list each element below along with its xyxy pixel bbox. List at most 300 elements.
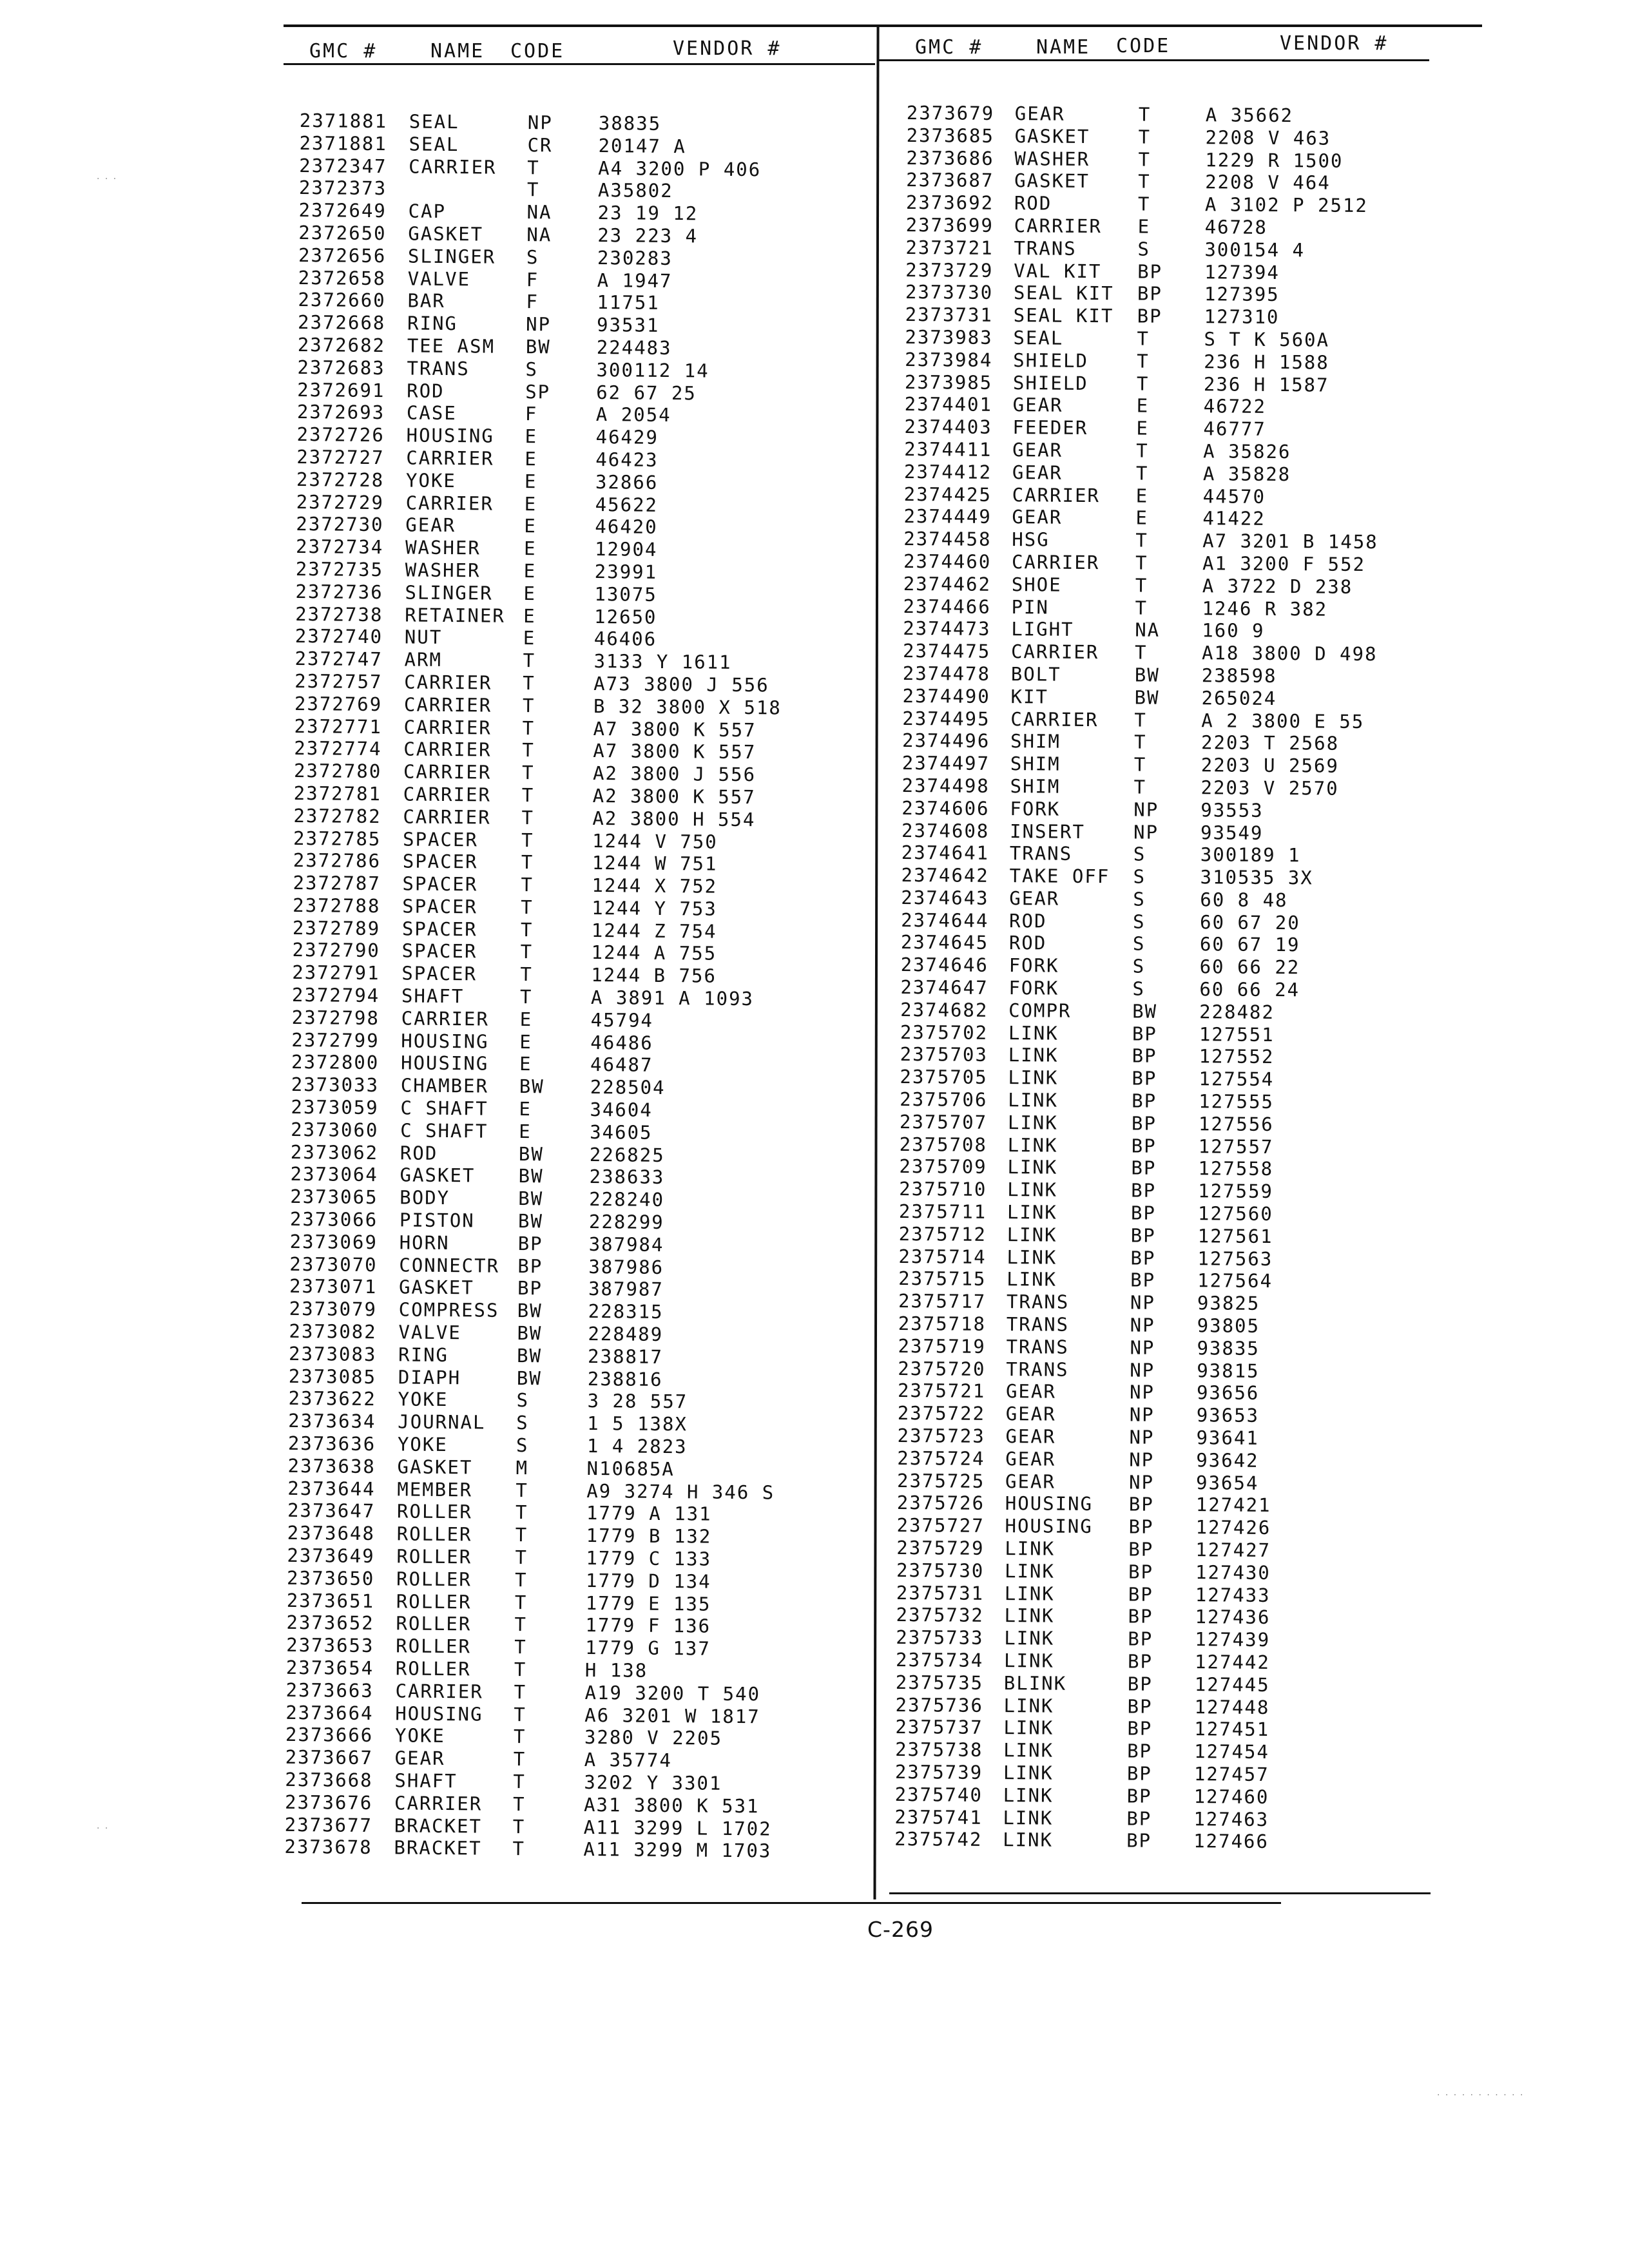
vendor-code: S xyxy=(516,1412,529,1434)
gmc-number: 2372787 xyxy=(293,872,381,895)
gmc-number: 2373634 xyxy=(288,1410,376,1433)
gmc-number: 2372735 xyxy=(295,557,384,581)
part-name: CARRIER xyxy=(1010,640,1099,664)
table-row xyxy=(903,595,1434,622)
part-name: CONNECTR xyxy=(399,1254,500,1277)
part-name: LINK xyxy=(1008,1066,1059,1089)
gmc-number: 2372734 xyxy=(295,535,384,559)
gmc-number: 2374496 xyxy=(901,729,990,753)
vendor-number: 127554 xyxy=(1199,1068,1275,1091)
vendor-code: T xyxy=(1133,731,1147,753)
table-row xyxy=(897,1447,1428,1474)
gmc-number: 2372791 xyxy=(292,961,380,985)
vendor-code: M xyxy=(516,1456,529,1479)
vendor-code: T xyxy=(1133,753,1147,776)
table-row xyxy=(899,1200,1430,1227)
gmc-number: 2375715 xyxy=(898,1267,987,1291)
part-name: YOKE xyxy=(405,469,456,492)
gmc-number: 2373654 xyxy=(285,1656,374,1680)
vendor-number: 127457 xyxy=(1193,1763,1269,1785)
table-row xyxy=(897,1470,1428,1496)
gmc-number: 2373651 xyxy=(286,1589,375,1612)
part-name: LINK xyxy=(1004,1559,1055,1582)
gmc-number: 2372693 xyxy=(296,401,385,424)
vendor-number: 46728 xyxy=(1204,216,1268,238)
gmc-number: 2374643 xyxy=(901,886,989,909)
part-name: SEAL KIT xyxy=(1013,304,1114,327)
vendor-code: T xyxy=(523,671,535,695)
vendor-number: 127436 xyxy=(1195,1606,1271,1629)
part-name: SHOE xyxy=(1011,573,1062,596)
vendor-number: 60 67 20 xyxy=(1200,910,1300,934)
gmc-number: 2373983 xyxy=(905,325,993,349)
vendor-number: 127451 xyxy=(1194,1718,1270,1741)
vendor-number: 38835 xyxy=(598,112,662,135)
vendor-code: E xyxy=(1135,485,1149,507)
vendor-code: T xyxy=(515,1501,528,1524)
table-row xyxy=(896,1559,1427,1586)
vendor-number: 13075 xyxy=(594,582,657,606)
part-name: YOKE xyxy=(397,1433,448,1456)
vendor-number: 127421 xyxy=(1195,1494,1271,1517)
vendor-number: 230283 xyxy=(597,246,673,269)
table-row xyxy=(898,1245,1429,1272)
vendor-code: T xyxy=(1134,641,1148,664)
vendor-code: T xyxy=(1135,597,1148,619)
vendor-code: T xyxy=(521,874,534,896)
vendor-number: 127433 xyxy=(1195,1583,1271,1606)
vendor-code: T xyxy=(513,1748,526,1771)
vendor-code: BP xyxy=(1128,1515,1154,1538)
table-row xyxy=(901,797,1432,823)
gmc-number: 2373064 xyxy=(290,1163,378,1186)
part-name: CARRIER xyxy=(406,447,494,470)
table-row xyxy=(898,1358,1429,1384)
part-name: BODY xyxy=(400,1186,450,1209)
vendor-number: 2203 V 2570 xyxy=(1200,776,1339,800)
vendor-number: 1244 V 750 xyxy=(592,829,718,853)
gmc-number: 2374644 xyxy=(901,908,989,932)
vendor-code: BW xyxy=(519,1075,545,1098)
table-row xyxy=(899,1223,1430,1249)
vendor-number: 1779 C 133 xyxy=(586,1546,712,1570)
part-name: WASHER xyxy=(405,559,481,582)
vendor-code: T xyxy=(522,739,535,762)
gmc-number: 2373070 xyxy=(289,1253,378,1276)
vendor-number: B 32 3800 X 518 xyxy=(593,695,782,719)
vendor-number: 3 28 557 xyxy=(587,1390,688,1413)
vendor-number: A 2054 xyxy=(595,403,671,427)
part-name: ROLLER xyxy=(396,1590,472,1613)
vendor-code: E xyxy=(525,425,538,448)
table-row xyxy=(895,1738,1426,1765)
vendor-number: 32866 xyxy=(595,470,659,494)
vendor-code: T xyxy=(1135,462,1149,485)
part-name: COMPR xyxy=(1008,999,1072,1022)
vendor-code: S xyxy=(516,1434,529,1457)
vendor-code: BP xyxy=(1127,1740,1153,1762)
vendor-number: 41422 xyxy=(1202,507,1266,530)
vendor-code: T xyxy=(522,694,535,716)
table-row xyxy=(897,1492,1428,1518)
part-name: SHIELD xyxy=(1013,349,1089,372)
vendor-code: T xyxy=(514,1680,527,1703)
vendor-code: SP xyxy=(525,380,551,403)
vendor-code: BP xyxy=(1131,1179,1157,1202)
vendor-number: 238817 xyxy=(587,1345,664,1368)
gmc-number: 2373622 xyxy=(288,1387,376,1410)
vendor-code: E xyxy=(1136,394,1150,417)
vendor-number: 127454 xyxy=(1194,1740,1270,1763)
part-name: LINK xyxy=(1007,1178,1058,1201)
vendor-number: 127426 xyxy=(1195,1516,1271,1539)
vendor-number: 1246 R 382 xyxy=(1202,597,1328,620)
vendor-code: T xyxy=(527,156,540,178)
gmc-number: 2375703 xyxy=(900,1043,988,1066)
header-left-gmc: GMC # xyxy=(309,40,378,62)
part-name: TRANS xyxy=(1014,236,1077,260)
gmc-number: 2372728 xyxy=(296,468,385,491)
vendor-code: T xyxy=(1138,126,1152,148)
part-name: LINK xyxy=(1003,1783,1054,1807)
part-name: JOURNAL xyxy=(398,1410,486,1434)
vendor-number: 3133 Y 1611 xyxy=(593,650,732,674)
gmc-number: 2373730 xyxy=(905,281,994,304)
table-row xyxy=(906,191,1437,218)
table-row xyxy=(904,461,1435,487)
table-row xyxy=(898,1267,1429,1294)
gmc-number: 2373060 xyxy=(291,1118,379,1141)
vendor-code: BW xyxy=(1134,664,1160,686)
vendor-code: BP xyxy=(1126,1762,1152,1785)
part-name: SHIELD xyxy=(1012,371,1088,394)
part-name: GASKET xyxy=(408,222,484,245)
gmc-number: 2373071 xyxy=(289,1275,378,1298)
part-name: HOUSING xyxy=(406,424,494,447)
vendor-code: BP xyxy=(517,1232,543,1255)
gmc-number: 2373650 xyxy=(286,1566,375,1590)
vendor-code: E xyxy=(1135,506,1149,529)
part-name: CASE xyxy=(406,401,457,425)
part-name: LINK xyxy=(1004,1582,1055,1605)
vendor-number: 387984 xyxy=(588,1233,664,1256)
gmc-number: 2375733 xyxy=(896,1626,984,1649)
vendor-number: 93815 xyxy=(1197,1359,1260,1382)
gmc-number: 2373066 xyxy=(289,1207,378,1231)
part-name: GEAR xyxy=(1005,1447,1056,1470)
vendor-code: T xyxy=(1136,372,1150,395)
vendor-number: 238633 xyxy=(589,1166,665,1189)
vendor-number: 12904 xyxy=(594,538,658,561)
vendor-number: 34605 xyxy=(590,1120,653,1144)
vendor-number: 127557 xyxy=(1198,1135,1274,1158)
header-right-gmc: GMC # xyxy=(915,36,983,59)
gmc-number: 2372781 xyxy=(293,782,382,805)
gmc-number: 2375707 xyxy=(899,1110,988,1133)
vendor-code: BP xyxy=(1130,1224,1156,1247)
table-row xyxy=(898,1402,1429,1428)
vendor-number: 93653 xyxy=(1196,1404,1260,1427)
vendor-code: BW xyxy=(1132,1000,1158,1023)
part-name: C SHAFT xyxy=(400,1119,488,1142)
part-name: ROLLER xyxy=(396,1612,472,1635)
vendor-code: NP xyxy=(1130,1291,1156,1314)
gmc-number: 2373687 xyxy=(906,169,994,192)
part-name: TRANS xyxy=(1006,1358,1069,1381)
gmc-number: 2373679 xyxy=(906,102,995,124)
table-row xyxy=(907,102,1438,128)
gmc-number: 2373692 xyxy=(905,191,994,215)
vendor-number: 46429 xyxy=(595,426,659,449)
gmc-number: 2374475 xyxy=(902,640,991,663)
vendor-number: 1244 A 755 xyxy=(591,941,717,965)
part-name: CARRIER xyxy=(403,783,492,806)
part-name: PIN xyxy=(1011,595,1050,619)
gmc-number: 2374449 xyxy=(903,505,992,528)
vendor-code: F xyxy=(525,403,538,425)
part-name: FORK xyxy=(1008,977,1059,999)
vendor-number: 228299 xyxy=(588,1211,664,1234)
part-name: LINK xyxy=(1007,1223,1057,1246)
gmc-number: 2374473 xyxy=(903,617,991,640)
gmc-number: 2373079 xyxy=(289,1298,378,1321)
vendor-code: T xyxy=(513,1725,526,1748)
part-name: TEE ASM xyxy=(407,334,496,358)
vendor-number: 45794 xyxy=(590,1008,654,1032)
gmc-number: 2375720 xyxy=(898,1357,986,1380)
vendor-code: E xyxy=(524,470,537,492)
table-row xyxy=(904,438,1435,465)
part-name: BLINK xyxy=(1003,1671,1067,1695)
vendor-code: T xyxy=(1138,103,1152,126)
part-name: SLINGER xyxy=(407,245,496,268)
header-left-vendor: VENDOR # xyxy=(673,37,782,60)
gmc-number: 2374401 xyxy=(904,393,993,416)
part-name: WASHER xyxy=(405,536,481,559)
vendor-number: 1244 B 756 xyxy=(591,964,717,987)
gmc-number: 2373667 xyxy=(285,1746,374,1769)
part-name: BAR xyxy=(407,289,445,312)
vendor-number: 2208 V 464 xyxy=(1205,171,1331,194)
vendor-number: 2208 V 463 xyxy=(1205,126,1331,149)
vendor-code: F xyxy=(526,291,539,313)
part-name: YOKE xyxy=(394,1724,445,1747)
part-name: FORK xyxy=(1010,797,1061,820)
vendor-code: T xyxy=(515,1546,528,1569)
vendor-code: S xyxy=(1137,238,1151,260)
vendor-code: BP xyxy=(517,1254,543,1278)
vendor-number: 310535 3X xyxy=(1200,866,1313,889)
table-row xyxy=(904,416,1435,442)
vendor-number: 127430 xyxy=(1195,1561,1271,1584)
vendor-number: 46722 xyxy=(1203,395,1267,418)
gmc-number: 2372780 xyxy=(293,760,382,783)
vendor-code: NA xyxy=(526,224,552,246)
table-row xyxy=(900,976,1431,1003)
vendor-number: 23 19 12 xyxy=(597,202,699,225)
part-name: GEAR xyxy=(1005,1470,1056,1493)
vendor-code: BP xyxy=(1130,1247,1156,1269)
vendor-code: T xyxy=(526,178,540,201)
vendor-code: S xyxy=(526,245,539,269)
part-name: LIGHT xyxy=(1011,618,1074,641)
table-row xyxy=(896,1514,1427,1541)
vendor-number: A19 3200 T 540 xyxy=(584,1681,761,1706)
vendor-number: 1244 Z 754 xyxy=(591,919,717,943)
part-name: GASKET xyxy=(400,1164,476,1187)
header-left-name: NAME xyxy=(430,40,485,62)
table-row xyxy=(900,999,1431,1025)
gmc-number: 2374645 xyxy=(900,931,989,954)
part-name: SPACER xyxy=(402,850,478,873)
part-name: CARRIER xyxy=(405,492,494,515)
vendor-number: A11 3299 L 1702 xyxy=(583,1816,772,1840)
gmc-number: 2373083 xyxy=(289,1342,377,1365)
gmc-number: 2372691 xyxy=(297,378,385,401)
part-name: LINK xyxy=(1003,1806,1054,1829)
gmc-number: 2372786 xyxy=(293,849,381,872)
vendor-number: A 2 3800 E 55 xyxy=(1201,709,1365,733)
gmc-number: 2374466 xyxy=(903,595,991,618)
vendor-number: 1244 W 751 xyxy=(592,852,718,875)
gmc-number: 2372727 xyxy=(296,445,385,469)
vendor-code: T xyxy=(520,918,534,941)
vendor-code: NA xyxy=(1135,619,1161,642)
part-name: HOUSING xyxy=(400,1052,489,1075)
vendor-code: BP xyxy=(517,1277,543,1300)
vendor-code: T xyxy=(521,783,535,807)
vendor-number: 127448 xyxy=(1194,1695,1270,1718)
gmc-number: 2374647 xyxy=(900,976,988,999)
vendor-code: E xyxy=(1137,215,1151,238)
table-row xyxy=(903,662,1434,689)
vendor-number: 60 67 19 xyxy=(1199,933,1300,956)
vendor-code: S xyxy=(525,358,539,381)
gmc-number: 2375711 xyxy=(898,1200,987,1223)
part-name: YOKE xyxy=(398,1388,448,1411)
vendor-code: E xyxy=(523,604,536,627)
gmc-number: 2373062 xyxy=(290,1140,379,1164)
gmc-number: 2373648 xyxy=(287,1522,376,1545)
part-name: TRANS xyxy=(1009,842,1073,865)
gmc-number: 2373985 xyxy=(904,370,993,394)
gmc-number: 2373686 xyxy=(906,146,994,169)
vendor-code: T xyxy=(1137,193,1151,215)
vendor-number: 127563 xyxy=(1197,1247,1273,1270)
gmc-number: 2375731 xyxy=(896,1581,985,1604)
vendor-code: NP xyxy=(1130,1359,1155,1381)
part-name: RETAINER xyxy=(405,603,505,627)
gmc-number: 2375727 xyxy=(896,1514,985,1537)
vendor-code: BP xyxy=(1128,1628,1153,1650)
vendor-code: E xyxy=(523,582,537,604)
gmc-number: 2373666 xyxy=(285,1724,374,1747)
gmc-number: 2374497 xyxy=(901,752,990,775)
part-name: TAKE OFF xyxy=(1009,865,1110,888)
vendor-code: BP xyxy=(1128,1561,1154,1583)
vendor-code: T xyxy=(1135,552,1148,574)
gmc-number: 2373085 xyxy=(288,1365,377,1388)
part-name: SHAFT xyxy=(401,985,465,1008)
part-name: VALVE xyxy=(398,1321,461,1344)
part-name: SPACER xyxy=(401,962,477,985)
vendor-code: BW xyxy=(517,1322,543,1345)
part-name: CARRIER xyxy=(404,671,492,694)
part-name: SHIM xyxy=(1010,730,1061,753)
part-name: ROLLER xyxy=(396,1500,472,1523)
vendor-code: BP xyxy=(1132,1044,1157,1068)
gmc-number: 2375735 xyxy=(895,1671,984,1694)
vendor-number: 46777 xyxy=(1203,418,1266,441)
part-name: GEAR xyxy=(1012,439,1063,461)
vendor-number: 1779 B 132 xyxy=(586,1524,712,1548)
top-rule xyxy=(284,24,1482,27)
part-name: HORN xyxy=(399,1231,450,1254)
vendor-code: NP xyxy=(527,111,553,134)
table-row xyxy=(899,1155,1430,1182)
vendor-code: BP xyxy=(1127,1673,1153,1695)
part-name: MEMBER xyxy=(397,1478,473,1501)
part-name: GEAR xyxy=(1012,394,1063,417)
table-row xyxy=(894,1805,1425,1832)
gmc-number: 2375706 xyxy=(900,1088,988,1111)
part-name: SEAL KIT xyxy=(1013,282,1114,305)
vendor-code: T xyxy=(514,1613,528,1636)
gmc-number: 2372730 xyxy=(296,513,384,536)
part-name: HOUSING xyxy=(1005,1492,1094,1515)
gmc-number: 2372788 xyxy=(293,894,381,918)
gmc-number: 2373729 xyxy=(905,258,994,282)
vendor-code: NP xyxy=(1129,1381,1155,1404)
part-name: SPACER xyxy=(401,939,477,963)
vendor-code: T xyxy=(512,1792,526,1815)
table-row xyxy=(903,573,1434,599)
part-name: LINK xyxy=(1003,1829,1054,1852)
vendor-number: A2 3800 H 554 xyxy=(592,807,756,831)
part-name: SEAL xyxy=(409,133,459,155)
scan-speck: . . . . . . . . . . . xyxy=(1437,2088,1525,2098)
table-row xyxy=(902,729,1433,756)
gmc-number: 2372774 xyxy=(294,737,382,760)
gmc-number: 2375738 xyxy=(895,1738,983,1762)
vendor-code: BW xyxy=(516,1344,543,1367)
part-name: TRANS xyxy=(407,357,470,380)
vendor-number: A9 3274 H 346 S xyxy=(586,1479,775,1504)
part-name: COMPRESS xyxy=(398,1298,499,1322)
vendor-number: 127445 xyxy=(1194,1673,1270,1696)
gmc-number: 2374403 xyxy=(904,416,992,439)
vendor-code: E xyxy=(523,627,536,649)
part-name: GEAR xyxy=(1012,506,1063,529)
part-name xyxy=(409,178,527,201)
vendor-number: 1244 Y 753 xyxy=(592,896,717,920)
vendor-code: BP xyxy=(1130,1269,1156,1292)
table-row xyxy=(903,640,1434,666)
part-name: WASHER xyxy=(1014,147,1090,170)
vendor-code: BP xyxy=(1128,1605,1153,1628)
part-name: LINK xyxy=(1003,1694,1054,1717)
gmc-number: 2373664 xyxy=(285,1701,374,1724)
gmc-number: 2375719 xyxy=(898,1334,986,1358)
table-row xyxy=(900,1088,1431,1115)
vendor-number: 127556 xyxy=(1198,1113,1274,1135)
part-name: FORK xyxy=(1008,954,1059,977)
vendor-code: T xyxy=(1135,529,1148,552)
vendor-number: 45622 xyxy=(595,493,659,516)
gmc-number: 2373676 xyxy=(284,1791,373,1814)
scan-speck: · · xyxy=(97,1823,110,1834)
part-name: ROD xyxy=(1009,909,1047,932)
